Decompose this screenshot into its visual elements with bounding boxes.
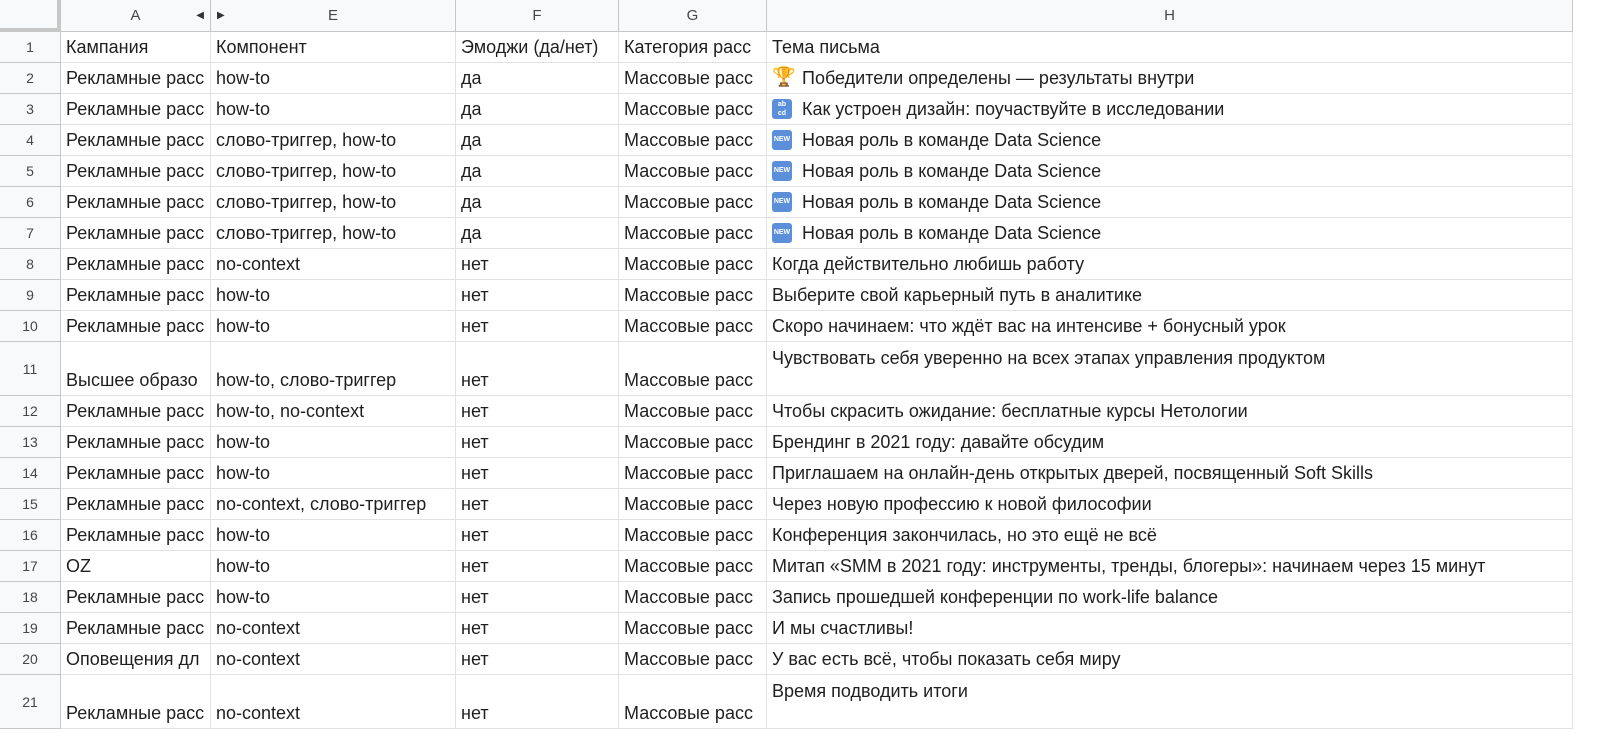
row-number[interactable]: 3	[0, 94, 61, 125]
cell-text: Рекламные расс	[66, 703, 205, 723]
cell-f[interactable]	[456, 94, 619, 125]
cell-text: Рекламные расс	[66, 401, 205, 421]
cell-text: how-to	[216, 556, 271, 576]
cell-text: Рекламные расс	[66, 316, 205, 336]
cell-text: нет	[461, 649, 489, 669]
cell-text: no-context	[216, 649, 301, 669]
cell-e[interactable]	[211, 613, 456, 644]
cell-text: нет	[461, 432, 489, 452]
cell-text: нет	[461, 494, 489, 514]
new-icon: NEW	[772, 130, 792, 150]
column-header-g[interactable]	[619, 0, 767, 32]
cell-text: Чувствовать себя уверенно на всех этапах управления продуктом	[772, 348, 1326, 368]
cell-text: how-to, слово-триггер	[216, 370, 397, 390]
cell-e[interactable]	[211, 644, 456, 675]
cell-g[interactable]	[619, 427, 767, 458]
cell-text: Компонент	[216, 37, 307, 57]
cell-text: Скоро начинаем: что ждёт вас на интенсиве + бонусный урок	[772, 316, 1286, 336]
cell-h[interactable]	[767, 458, 1573, 489]
cell-text: да	[461, 68, 482, 88]
cell-h[interactable]	[767, 218, 1573, 249]
cell-text: Массовые расс	[624, 432, 753, 452]
row-number[interactable]: 9	[0, 280, 61, 311]
cell-text: нет	[461, 401, 489, 421]
cell-text: слово-триггер, how-to	[216, 223, 397, 243]
cell-text: Рекламные расс	[66, 192, 205, 212]
cell-f[interactable]	[456, 396, 619, 427]
column-letter: E	[327, 7, 338, 24]
cell-a[interactable]	[61, 551, 211, 582]
cell-g[interactable]	[619, 218, 767, 249]
column-header-a[interactable]	[61, 0, 211, 32]
cell-text: Тема письма	[772, 37, 880, 57]
cell-h[interactable]	[767, 644, 1573, 675]
cell-text: Массовые расс	[624, 68, 753, 88]
cell-text: Массовые расс	[624, 649, 753, 669]
row-number[interactable]: 16	[0, 520, 61, 551]
cell-text: Массовые расс	[624, 401, 753, 421]
cell-a[interactable]	[61, 63, 211, 94]
column-header-f[interactable]	[456, 0, 619, 32]
cell-text: Конференция закончилась, но это ещё не всё	[772, 525, 1157, 545]
cell-e[interactable]	[211, 280, 456, 311]
cell-a[interactable]	[61, 249, 211, 280]
expand-right-icon[interactable]: ▶	[217, 10, 225, 21]
cell-f[interactable]	[456, 280, 619, 311]
cell-text: Рекламные расс	[66, 254, 205, 274]
row-number[interactable]: 7	[0, 218, 61, 249]
cell-text: how-to	[216, 285, 271, 305]
cell-e[interactable]	[211, 551, 456, 582]
cell-g[interactable]	[619, 280, 767, 311]
cell-text: да	[461, 161, 482, 181]
cell-h[interactable]	[767, 311, 1573, 342]
new-icon: NEW	[772, 223, 792, 243]
new-icon: NEW	[772, 161, 792, 181]
cell-g[interactable]	[619, 156, 767, 187]
cell-text: Массовые расс	[624, 223, 753, 243]
cell-h[interactable]	[767, 613, 1573, 644]
new-icon: NEW	[772, 192, 792, 212]
cell-e[interactable]	[211, 218, 456, 249]
cell-text: Оповещения дл	[66, 649, 200, 669]
cell-f[interactable]	[456, 249, 619, 280]
row-number[interactable]: 19	[0, 613, 61, 644]
cell-g[interactable]	[619, 582, 767, 613]
cell-text: no-context	[216, 703, 301, 723]
cell-text: no-context, слово-триггер	[216, 494, 427, 514]
cell-text: how-to	[216, 587, 271, 607]
cell-a[interactable]	[61, 613, 211, 644]
cell-text: Массовые расс	[624, 703, 753, 723]
abcd-icon: ab cd	[772, 99, 792, 119]
cell-f[interactable]	[456, 32, 619, 63]
cell-text: Массовые расс	[624, 130, 753, 150]
column-header-h[interactable]	[767, 0, 1573, 32]
cell-h[interactable]	[767, 32, 1573, 63]
cell-text: Кампания	[66, 37, 149, 57]
cell-text: да	[461, 192, 482, 212]
cell-f[interactable]	[456, 582, 619, 613]
cell-e[interactable]	[211, 311, 456, 342]
cell-a[interactable]	[61, 427, 211, 458]
cell-text: Массовые расс	[624, 316, 753, 336]
cell-g[interactable]	[619, 342, 767, 396]
cell-f[interactable]	[456, 427, 619, 458]
column-letter: G	[686, 7, 699, 24]
row-number[interactable]: 10	[0, 311, 61, 342]
cell-text: Как устроен дизайн: поучаствуйте в исследовании	[802, 99, 1225, 119]
cell-text: Массовые расс	[624, 494, 753, 514]
cell-text: Новая роль в команде Data Science	[802, 161, 1102, 181]
cell-f[interactable]	[456, 125, 619, 156]
cell-text: Новая роль в команде Data Science	[802, 223, 1102, 243]
cell-text: да	[461, 99, 482, 119]
cell-g[interactable]	[619, 311, 767, 342]
cell-text: Эмоджи (да/нет)	[461, 37, 599, 57]
row-number[interactable]: 2	[0, 63, 61, 94]
row-number[interactable]: 12	[0, 396, 61, 427]
column-letter: F	[532, 7, 542, 24]
cell-text: Рекламные расс	[66, 161, 205, 181]
cell-text: Приглашаем на онлайн-день открытых дверей, посвященный Soft Skills	[772, 463, 1373, 483]
cell-text: Рекламные расс	[66, 223, 205, 243]
cell-text: нет	[461, 254, 489, 274]
cell-g[interactable]	[619, 613, 767, 644]
cell-f[interactable]	[456, 63, 619, 94]
cell-text: нет	[461, 463, 489, 483]
collapse-left-icon[interactable]: ◀	[196, 10, 204, 21]
row-number[interactable]: 21	[0, 675, 61, 729]
cell-h[interactable]	[767, 125, 1573, 156]
cell-text: нет	[461, 618, 489, 638]
cell-text: Рекламные расс	[66, 618, 205, 638]
cell-text: Массовые расс	[624, 587, 753, 607]
cell-g[interactable]	[619, 249, 767, 280]
cell-g[interactable]	[619, 489, 767, 520]
cell-h[interactable]	[767, 280, 1573, 311]
cell-text: нет	[461, 370, 489, 390]
cell-h[interactable]	[767, 342, 1573, 396]
cell-text: Массовые расс	[624, 618, 753, 638]
cell-g[interactable]	[619, 63, 767, 94]
cell-g[interactable]	[619, 94, 767, 125]
cell-text: Митап «SMM в 2021 году: инструменты, тренды, блогеры»: начинаем через 15 минут	[772, 556, 1486, 576]
row-number[interactable]: 4	[0, 125, 61, 156]
cell-text: Массовые расс	[624, 370, 753, 390]
cell-e[interactable]	[211, 94, 456, 125]
cell-text: Через новую профессию к новой философии	[772, 494, 1152, 514]
cell-f[interactable]	[456, 489, 619, 520]
cell-a[interactable]	[61, 675, 211, 729]
cell-h[interactable]	[767, 94, 1573, 125]
cell-text: У вас есть всё, чтобы показать себя миру	[772, 649, 1121, 669]
cell-f[interactable]	[456, 311, 619, 342]
cell-text: Чтобы скрасить ожидание: бесплатные курсы Нетологии	[772, 401, 1248, 421]
cell-a[interactable]	[61, 520, 211, 551]
cell-f[interactable]	[456, 342, 619, 396]
cell-e[interactable]	[211, 156, 456, 187]
row-number[interactable]: 11	[0, 342, 61, 396]
cell-text: Массовые расс	[624, 525, 753, 545]
cell-a[interactable]	[61, 187, 211, 218]
row-number[interactable]: 20	[0, 644, 61, 675]
row-number[interactable]: 15	[0, 489, 61, 520]
cell-f[interactable]	[456, 187, 619, 218]
row-number[interactable]: 13	[0, 427, 61, 458]
cell-text: Выберите свой карьерный путь в аналитике	[772, 285, 1143, 305]
cell-g[interactable]	[619, 187, 767, 218]
cell-text: Массовые расс	[624, 463, 753, 483]
cell-e[interactable]	[211, 249, 456, 280]
cell-text: нет	[461, 525, 489, 545]
row-number[interactable]: 6	[0, 187, 61, 218]
cell-a[interactable]	[61, 156, 211, 187]
cell-text: how-to	[216, 463, 271, 483]
select-all-corner[interactable]	[0, 0, 61, 32]
cell-e[interactable]	[211, 396, 456, 427]
cell-text: how-to	[216, 316, 271, 336]
cell-a[interactable]	[61, 458, 211, 489]
cell-e[interactable]	[211, 187, 456, 218]
cell-text: Массовые расс	[624, 192, 753, 212]
cell-text: Когда действительно любишь работу	[772, 254, 1085, 274]
cell-text: да	[461, 223, 482, 243]
row-number[interactable]: 14	[0, 458, 61, 489]
cell-e[interactable]	[211, 489, 456, 520]
cell-text: слово-триггер, how-to	[216, 192, 397, 212]
cell-h[interactable]	[767, 675, 1573, 729]
cell-f[interactable]	[456, 218, 619, 249]
cell-text: Массовые расс	[624, 556, 753, 576]
cell-g[interactable]	[619, 644, 767, 675]
column-letter: A	[130, 7, 141, 24]
cell-text: слово-триггер, how-to	[216, 130, 397, 150]
cell-text: Время подводить итоги	[772, 681, 968, 701]
cell-e[interactable]	[211, 63, 456, 94]
cell-h[interactable]	[767, 551, 1573, 582]
cell-f[interactable]	[456, 520, 619, 551]
column-letter: H	[1164, 7, 1175, 24]
cell-text: how-to	[216, 68, 271, 88]
cell-a[interactable]	[61, 644, 211, 675]
cell-text: Новая роль в команде Data Science	[802, 130, 1102, 150]
cell-g[interactable]	[619, 125, 767, 156]
cell-e[interactable]	[211, 458, 456, 489]
cell-text: Рекламные расс	[66, 494, 205, 514]
cell-e[interactable]	[211, 125, 456, 156]
cell-h[interactable]	[767, 396, 1573, 427]
cell-a[interactable]	[61, 489, 211, 520]
cell-h[interactable]	[767, 520, 1573, 551]
cell-text: Массовые расс	[624, 99, 753, 119]
cell-h[interactable]	[767, 582, 1573, 613]
cell-h[interactable]	[767, 249, 1573, 280]
trophy-icon: 🏆	[772, 67, 796, 88]
cell-text: да	[461, 130, 482, 150]
cell-a[interactable]	[61, 280, 211, 311]
cell-f[interactable]	[456, 675, 619, 729]
cell-text: how-to, no-context	[216, 401, 365, 421]
cell-a[interactable]	[61, 396, 211, 427]
cell-g[interactable]	[619, 675, 767, 729]
cell-e[interactable]	[211, 32, 456, 63]
cell-text: Новая роль в команде Data Science	[802, 192, 1102, 212]
cell-text: нет	[461, 316, 489, 336]
cell-text: Брендинг в 2021 году: давайте обсудим	[772, 432, 1105, 452]
cell-h[interactable]	[767, 489, 1573, 520]
cell-f[interactable]	[456, 551, 619, 582]
cell-text: no-context	[216, 618, 301, 638]
cell-g[interactable]	[619, 32, 767, 63]
cell-text: Массовые расс	[624, 254, 753, 274]
cell-text: Рекламные расс	[66, 130, 205, 150]
cell-e[interactable]	[211, 342, 456, 396]
cell-text: no-context	[216, 254, 301, 274]
cell-text: Победители определены — результаты внутри	[802, 68, 1195, 88]
cell-text: И мы счастливы!	[772, 618, 914, 638]
cell-text: Рекламные расс	[66, 525, 205, 545]
cell-text: Категория расс	[624, 37, 752, 57]
row-number[interactable]: 1	[0, 32, 61, 63]
cell-text: OZ	[66, 556, 91, 576]
cell-text: нет	[461, 285, 489, 305]
cell-e[interactable]	[211, 427, 456, 458]
cell-g[interactable]	[619, 551, 767, 582]
row-number[interactable]: 8	[0, 249, 61, 280]
column-header-e[interactable]	[211, 0, 456, 32]
cell-e[interactable]	[211, 582, 456, 613]
cell-text: how-to	[216, 525, 271, 545]
cell-text: Запись прошедшей конференции по work-life balance	[772, 587, 1218, 607]
cell-g[interactable]	[619, 520, 767, 551]
cell-g[interactable]	[619, 396, 767, 427]
cell-text: Рекламные расс	[66, 285, 205, 305]
cell-a[interactable]	[61, 582, 211, 613]
cell-text: how-to	[216, 432, 271, 452]
cell-text: Высшее образо	[66, 370, 198, 390]
cell-text: слово-триггер, how-to	[216, 161, 397, 181]
cell-text: Рекламные расс	[66, 463, 205, 483]
row-number[interactable]: 17	[0, 551, 61, 582]
cell-text: Рекламные расс	[66, 432, 205, 452]
row-number[interactable]: 5	[0, 156, 61, 187]
cell-a[interactable]	[61, 125, 211, 156]
cell-a[interactable]	[61, 94, 211, 125]
cell-a[interactable]	[61, 342, 211, 396]
cell-text: Рекламные расс	[66, 99, 205, 119]
cell-g[interactable]	[619, 458, 767, 489]
cell-f[interactable]	[456, 458, 619, 489]
cell-text: нет	[461, 587, 489, 607]
row-number[interactable]: 18	[0, 582, 61, 613]
cell-e[interactable]	[211, 520, 456, 551]
cell-a[interactable]	[61, 32, 211, 63]
cell-h[interactable]	[767, 63, 1573, 94]
cell-f[interactable]	[456, 156, 619, 187]
cell-text: Рекламные расс	[66, 68, 205, 88]
cell-text: Рекламные расс	[66, 587, 205, 607]
cell-text: how-to	[216, 99, 271, 119]
cell-h[interactable]	[767, 156, 1573, 187]
cell-text: Массовые расс	[624, 285, 753, 305]
cell-e[interactable]	[211, 675, 456, 729]
cell-h[interactable]	[767, 187, 1573, 218]
cell-f[interactable]	[456, 613, 619, 644]
cell-text: нет	[461, 556, 489, 576]
cell-f[interactable]	[456, 644, 619, 675]
cell-a[interactable]	[61, 311, 211, 342]
cell-text: нет	[461, 703, 489, 723]
cell-h[interactable]	[767, 427, 1573, 458]
cell-a[interactable]	[61, 218, 211, 249]
cell-text: Массовые расс	[624, 161, 753, 181]
